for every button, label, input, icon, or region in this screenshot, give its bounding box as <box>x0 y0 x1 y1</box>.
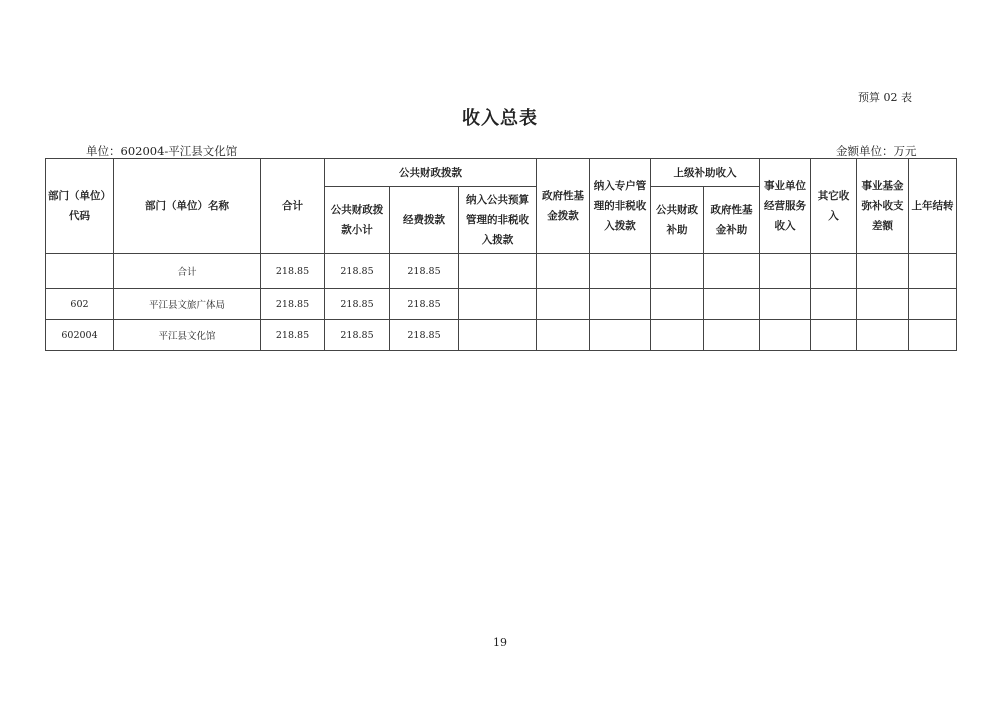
cell-empty <box>651 289 704 320</box>
cell-empty <box>590 289 651 320</box>
header-public-finance: 公共财政拨款 <box>325 159 537 187</box>
cell-total: 218.85 <box>261 289 325 320</box>
cell-empty <box>811 320 857 351</box>
cell-empty <box>590 254 651 289</box>
cell-empty <box>857 254 909 289</box>
header-us-gov-fund: 政府性基金补助 <box>704 187 760 254</box>
cell-empty <box>760 254 811 289</box>
header-business-income: 事业单位经营服务收入 <box>760 159 811 254</box>
header-fund-make-up: 事业基金弥补收支差额 <box>857 159 909 254</box>
cell-empty <box>459 320 537 351</box>
money-unit-label: 金额单位：万元 <box>836 144 917 158</box>
header-pf-funding: 经费拨款 <box>390 187 459 254</box>
cell-total: 218.85 <box>261 254 325 289</box>
page-title: 收入总表 <box>462 108 538 129</box>
cell-empty <box>909 289 957 320</box>
cell-empty <box>537 254 590 289</box>
cell-empty <box>459 254 537 289</box>
header-us-public: 公共财政补助 <box>651 187 704 254</box>
cell-empty <box>537 289 590 320</box>
cell-code <box>46 254 114 289</box>
table-row <box>46 289 957 320</box>
cell-code: 602 <box>46 289 114 320</box>
cell-pf-funding: 218.85 <box>390 254 459 289</box>
cell-empty <box>704 289 760 320</box>
cell-empty <box>909 254 957 289</box>
cell-empty <box>704 320 760 351</box>
form-number: 预算 02 表 <box>858 91 912 104</box>
cell-empty <box>909 320 957 351</box>
cell-pf-funding: 218.85 <box>390 320 459 351</box>
cell-empty <box>760 289 811 320</box>
cell-pf-subtotal: 218.85 <box>325 289 390 320</box>
cell-name: 平江县文化馆 <box>114 320 261 351</box>
header-upper-subsidy: 上级补助收入 <box>651 159 760 187</box>
header-gov-fund: 政府性基金拨款 <box>537 159 590 254</box>
cell-empty <box>857 289 909 320</box>
cell-empty <box>811 254 857 289</box>
cell-empty <box>704 254 760 289</box>
cell-pf-funding: 218.85 <box>390 289 459 320</box>
header-pf-nontax: 纳入公共预算管理的非税收入拨款 <box>459 187 537 254</box>
cell-empty <box>760 320 811 351</box>
header-pf-subtotal: 公共财政拨款小计 <box>325 187 390 254</box>
cell-empty <box>651 320 704 351</box>
header-last-year: 上年结转 <box>909 159 957 254</box>
table-row <box>46 254 957 289</box>
cell-name: 合计 <box>114 254 261 289</box>
cell-empty <box>811 289 857 320</box>
header-special-nontax: 纳入专户管理的非税收入拨款 <box>590 159 651 254</box>
cell-empty <box>651 254 704 289</box>
header-name: 部门（单位）名称 <box>114 159 261 254</box>
cell-name: 平江县文旅广体局 <box>114 289 261 320</box>
cell-total: 218.85 <box>261 320 325 351</box>
page-number: 19 <box>493 636 507 649</box>
table-row <box>46 320 957 351</box>
cell-code: 602004 <box>46 320 114 351</box>
cell-pf-subtotal: 218.85 <box>325 254 390 289</box>
cell-empty <box>590 320 651 351</box>
unit-label: 单位：602004-平江县文化馆 <box>86 144 238 158</box>
cell-empty <box>537 320 590 351</box>
cell-empty <box>459 289 537 320</box>
cell-empty <box>857 320 909 351</box>
cell-pf-subtotal: 218.85 <box>325 320 390 351</box>
income-summary-table <box>45 158 957 351</box>
header-total: 合计 <box>261 159 325 254</box>
header-other-income: 其它收入 <box>811 159 857 254</box>
header-code: 部门（单位）代码 <box>46 159 114 254</box>
